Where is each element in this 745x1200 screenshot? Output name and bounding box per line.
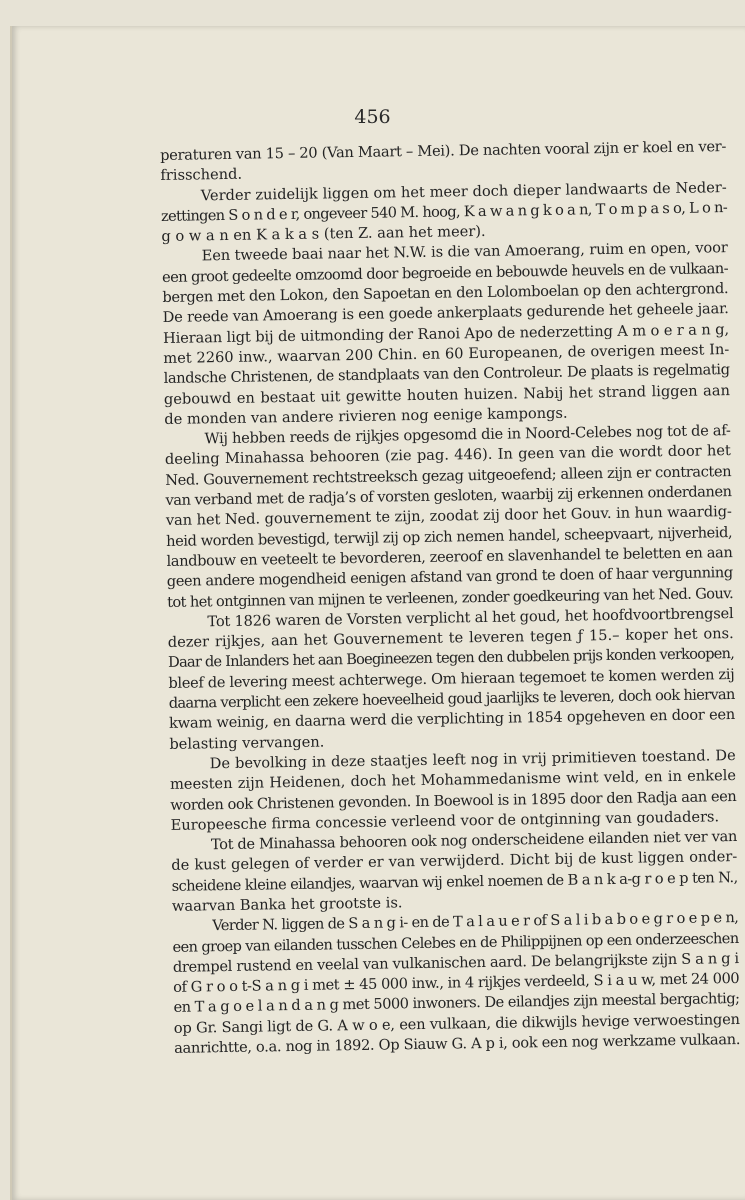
text-line: frisschend. <box>160 166 243 185</box>
text-line: tot het ontginnen van mijnen te verleenen, zonder goedkeuring van het Ned. Gouv. <box>167 584 734 611</box>
text-line: met 2260 inw., waarvan 200 Chin. en 60 Europeanen, de overigen meest In- <box>163 341 730 367</box>
text-line: van het Ned. gouvernement te zijn, zoodat zij door het Gouv. in hun waardig- <box>165 503 732 530</box>
text-line: landsche Christenen, de standplaats van den Controleur. De plaats is regelmatig <box>163 361 730 388</box>
text-line: Een tweede baai naar het N.W. is die van Amoerang, ruim en open, voor <box>201 239 728 265</box>
text-line: worden ook Christenen gevonden. In Boewool is in 1895 door den Radja aan een <box>170 787 737 814</box>
text-line: g o w a n en K a k a s (ten Z. aan het meer). <box>161 223 486 246</box>
text-line: meesten zijn Heidenen, doch het Mohammedanisme wint veld, en in enkele <box>169 767 737 794</box>
text-line: zettingen S o n d e r, ongeveer 540 M. hoog, K a w a n g k o a n, T o m p a s o, L o n- <box>160 198 728 225</box>
text-line: de monden van andere rivieren nog eenige kampongs. <box>164 404 568 428</box>
text-line: landbouw en veeteelt te bevorderen, zeeroof en slavenhandel te beletten en aan <box>166 543 733 570</box>
text-line: drempel rustend en veelal van vulkanischen aard. De belangrijkste zijn S a n g i <box>172 949 739 976</box>
text-line: en T a g o e l a n d a n g met 5000 inwoners. De eilandjes zijn meestal bergachtig; <box>173 990 740 1017</box>
text-line: Europeesche firma concessie verleend voor de ontginning van goudaders. <box>170 808 720 834</box>
text-line: bergen met den Lokon, den Sapoetan en den Lolomboelan op den achtergrond. <box>162 280 729 307</box>
text-line: Verder zuidelijk liggen om het meer doch dieper landwaarts de Neder- <box>200 178 727 204</box>
text-line: Tot de Minahassa behooren ook nog onderscheidene eilanden niet ver van <box>210 828 738 854</box>
text-line: een groot gedeelte omzoomd door begroeide en bebouwde heuvels en de vulkaan- <box>161 259 729 286</box>
text-line: bleef de levering meest achterwege. Om hieraan tegemoet te komen werden zij <box>168 665 735 692</box>
text-line: heid worden bevestigd, terwijl zij op zich nemen handel, scheepvaart, nijverheid, <box>166 523 733 550</box>
body-text <box>160 137 740 1059</box>
text-line: belasting vervangen. <box>169 733 325 753</box>
text-line: Daar de Inlanders het aan Boegineezen tegen den dubbelen prijs konden verkoopen, <box>167 645 735 672</box>
text-line: peraturen van 15 – 20 (Van Maart – Mei). De nachten vooral zijn er koel en ver- <box>160 138 727 164</box>
text-line: Hieraan ligt bij de uitmonding der Ranoi Apo de nederzetting A m o e r a n g, <box>162 320 730 347</box>
text-line: waarvan Banka het grootste is. <box>171 894 403 915</box>
text-line: Tot 1826 waren de Vorsten verplicht al het goud, het hoofdvoortbrengsel <box>207 604 734 631</box>
text-line: De bevolking in deze staatjes leeft nog in vrij primitieven toestand. De <box>209 746 736 773</box>
text-line: Verder N. liggen de S a n g i- en de T a l a u e r of S a l i b a b o e g r o e p e n, <box>212 909 739 935</box>
text-line: aanrichtte, o.a. nog in 1892. Op Siauw G. A p i, ook een nog werkzame vulkaan. <box>174 1031 741 1057</box>
text-line: Wij hebben reeds de rijkjes opgesomd die in Noord-Celebes nog tot de af- <box>204 422 731 448</box>
text-line: gebouwd en bestaat uit gewitte houten huizen. Nabij het strand liggen aan <box>163 381 731 408</box>
text-line: op Gr. Sangi ligt de G. A w o e, een vulkaan, die dikwijls hevige verwoestingen <box>173 1010 740 1037</box>
text-line: of G r o o t-S a n g i met ± 45 000 inw., in 4 rijkjes verdeeld, S i a u w, met 24 000 <box>173 970 740 997</box>
text-line: kwam weinig, en daarna werd die verplichting in 1854 opgeheven en door een <box>168 706 736 733</box>
text-line: deeling Minahassa behooren (zie pag. 446). In geen van die wordt door het <box>164 442 731 469</box>
text-line: Ned. Gouvernement rechtstreeksch gezag uitgeoefend; alleen zijn er contracten <box>165 462 732 489</box>
text-line: van verband met de radja’s of vorsten gesloten, waarbij zij erkennen onderdanen <box>165 483 732 510</box>
text-line: de kust gelegen of verder er van verwijderd. Dicht bij de kust liggen onder- <box>171 848 738 875</box>
text-line: daarna verplicht een zekere hoeveelheid goud jaarlijks te leveren, doch ook hiervan <box>168 686 735 712</box>
text-line: een groep van eilanden tusschen Celebes en de Philippijnen op een onderzeeschen <box>172 929 739 956</box>
page-number: 456 <box>354 106 391 128</box>
text-line: De reede van Amoerang is een goede ankerplaats gedurende het geheele jaar. <box>162 300 729 327</box>
text-line: geen andere mogendheid eenigen afstand van grond te doen of haar vergunning <box>166 564 733 591</box>
text-line: dezer rijkjes, aan het Gouvernement te leveren tegen ƒ 15.– koper het ons. <box>167 625 734 652</box>
text-line: scheidene kleine eilandjes, waarvan wij enkel noemen de B a n k a-g r o e p ten N., <box>171 868 738 895</box>
